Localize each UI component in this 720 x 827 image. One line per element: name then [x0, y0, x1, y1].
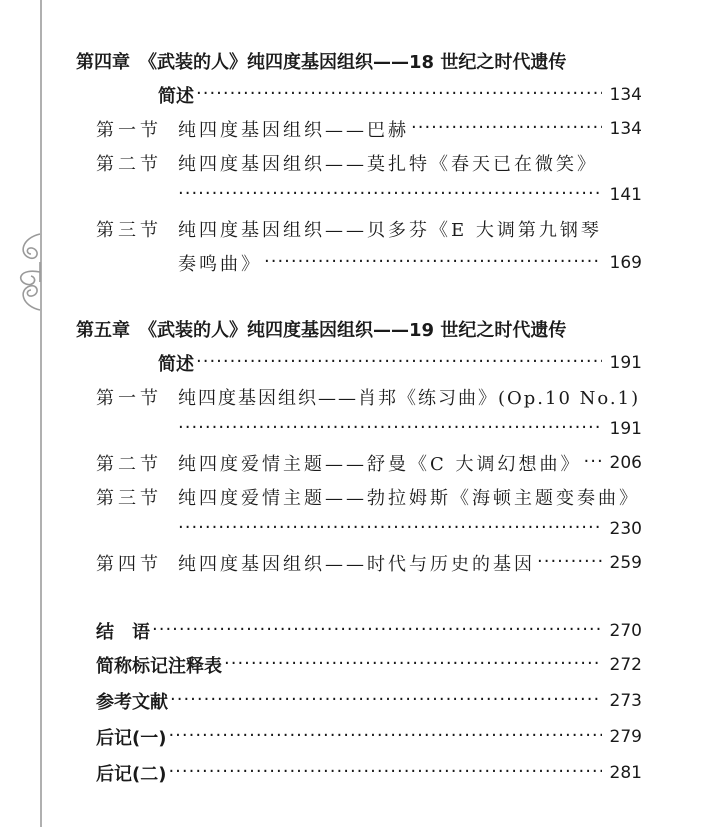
section-page: 141 [609, 185, 642, 205]
leader-dots [178, 414, 602, 444]
chapter5-overview-entry[interactable] [158, 348, 642, 378]
section-title: 纯四度基因组织——巴赫 [178, 120, 409, 141]
chapter5-section3-continuation[interactable] [178, 514, 642, 544]
chapter4-section2-continuation[interactable] [178, 180, 642, 210]
chapter4-title: 第四章 《武装的人》纯四度基因组织——18 世纪之时代遗传 [76, 52, 567, 73]
chapter4-section3-continuation[interactable] [178, 248, 642, 278]
backmatter-page: 273 [609, 691, 642, 711]
leader-dots [168, 758, 601, 788]
section-label: 第三节 [96, 488, 162, 509]
backmatter-label: 后记(一) [96, 728, 167, 749]
leader-dots [584, 448, 602, 478]
chapter4-overview-entry[interactable] [158, 80, 642, 110]
leader-dots [537, 548, 602, 578]
section-title-continued: 奏鸣曲》 [178, 254, 262, 275]
section-label: 第三节 [96, 220, 162, 241]
chapter5-section4-entry[interactable] [96, 548, 642, 578]
leader-dots [264, 248, 602, 278]
backmatter-label: 参考文献 [96, 692, 168, 713]
backmatter-label: 后记(二) [96, 764, 167, 785]
section-title: 纯四度基因组织——肖邦《练习曲》(Op.10 No.1) [178, 388, 641, 409]
leader-dots [224, 650, 602, 680]
section-page: 259 [609, 553, 642, 573]
section-label: 第四节 [96, 554, 162, 575]
section-page: 230 [609, 519, 642, 539]
leader-dots [170, 686, 602, 716]
chapter4-section2-entry[interactable] [96, 148, 642, 178]
chapter5-heading[interactable] [76, 314, 676, 344]
backmatter-abbreviations-entry[interactable] [96, 650, 642, 680]
chapter4-section3-entry[interactable] [96, 214, 642, 244]
chapter5-overview-label: 简述 [158, 354, 194, 375]
chapter5-section1-entry[interactable] [96, 382, 656, 412]
section-page: 169 [609, 253, 642, 273]
section-title: 纯四度爱情主题——勃拉姆斯《海顿主题变奏曲》 [178, 488, 640, 509]
chapter5-section2-entry[interactable] [96, 448, 642, 478]
backmatter-page: 279 [609, 727, 642, 747]
backmatter-page: 270 [609, 621, 642, 641]
leader-dots [196, 80, 602, 110]
leader-dots [411, 114, 602, 144]
leader-dots [178, 514, 602, 544]
backmatter-afterword2-entry[interactable] [96, 758, 642, 788]
chapter5-section1-continuation[interactable] [178, 414, 642, 444]
section-page: 206 [609, 453, 642, 473]
section-page: 191 [609, 419, 642, 439]
section-label: 第一节 [96, 120, 162, 141]
leader-dots [178, 180, 602, 210]
section-label: 第一节 [96, 388, 162, 409]
section-title: 纯四度爱情主题——舒曼《C 大调幻想曲》 [178, 454, 582, 475]
chapter5-title: 第五章 《武装的人》纯四度基因组织——19 世纪之时代遗传 [76, 320, 567, 341]
section-label: 第二节 [96, 454, 162, 475]
section-title: 纯四度基因组织——时代与历史的基因 [178, 554, 535, 575]
leader-dots [168, 722, 601, 752]
backmatter-conclusion-entry[interactable] [96, 616, 642, 646]
chapter5-overview-page: 191 [609, 353, 642, 373]
backmatter-page: 281 [609, 763, 642, 783]
backmatter-references-entry[interactable] [96, 686, 642, 716]
backmatter-label: 结 语 [96, 622, 150, 643]
chapter4-heading[interactable] [76, 46, 676, 76]
leader-dots [152, 616, 602, 646]
leader-dots [196, 348, 602, 378]
section-title: 纯四度基因组织——贝多芬《E 大调第九钢琴 [178, 220, 602, 241]
chapter4-overview-label: 简述 [158, 86, 194, 107]
backmatter-page: 272 [609, 655, 642, 675]
chapter4-section1-entry[interactable] [96, 114, 642, 144]
chapter5-section3-entry[interactable] [96, 482, 642, 512]
chapter4-overview-page: 134 [609, 85, 642, 105]
section-label: 第二节 [96, 154, 162, 175]
backmatter-label: 简称标记注释表 [96, 656, 222, 677]
section-page: 134 [609, 119, 642, 139]
section-title: 纯四度基因组织——莫扎特《春天已在微笑》 [178, 154, 598, 175]
backmatter-afterword1-entry[interactable] [96, 722, 642, 752]
